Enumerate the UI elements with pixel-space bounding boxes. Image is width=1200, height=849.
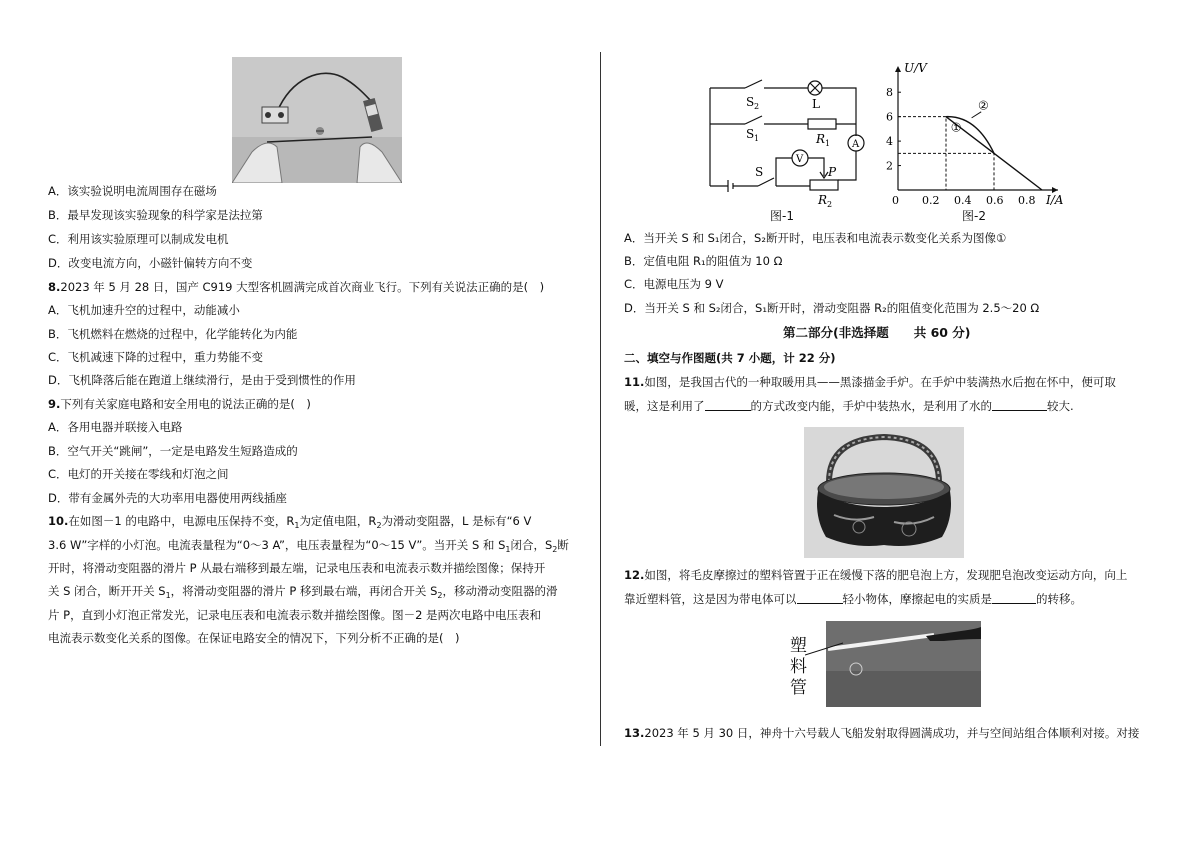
q11-number: 11. [624, 375, 645, 389]
q12-number: 12. [624, 568, 645, 582]
q11-text-2c: 较大. [1047, 399, 1074, 413]
q9-option-a[interactable]: A．各用电器并联接入电路 [48, 420, 183, 434]
q8-stem [48, 280, 544, 294]
label-r2-sub: 2 [827, 200, 833, 209]
q13-text: 2023 年 5 月 30 日，神舟十六号载人飞船发射取得圆满成功，并与空间站组合体顺利对接。对接 [644, 726, 1140, 740]
x-axis-label: I/A [1046, 193, 1064, 205]
x-tick-label: 0.6 [986, 194, 1004, 205]
plastic-tube-photo [826, 621, 981, 707]
q10-text-4b: ，将滑动变阻器的滑片 P 移到最右端，再闭合开关 S [170, 584, 438, 598]
label-s: S [755, 165, 764, 179]
hand-warmer-photo [804, 427, 964, 558]
q7-option-c[interactable]: C．利用该实验原理可以制成发电机 [48, 232, 229, 246]
figure-1-caption: 图-1 [770, 209, 794, 223]
q11-blank-2[interactable] [992, 399, 1047, 411]
q13-line-1 [624, 726, 1139, 740]
q10-number: 10. [48, 514, 69, 528]
label-s2-sub: 2 [754, 102, 760, 111]
ammeter-label: A [852, 139, 860, 150]
q10-option-c[interactable]: C．电源电压为 9 V [624, 277, 724, 291]
q12-text-2a: 靠近塑料管，这是因为带电体可以 [624, 592, 797, 606]
label-r2: R [818, 193, 828, 207]
q8-option-a[interactable]: A．飞机加速升空的过程中，动能减小 [48, 303, 240, 317]
q12-line-2 [624, 592, 1082, 606]
q12-text-2c: 的转移。 [1036, 592, 1082, 606]
q10-text-1c: 为滑动变阻器，L 是标有“6 V [381, 514, 532, 528]
q10-line-1: 10.在如图－1 的电路中，电源电压保持不变，$R_1$为定值电阻，$R_2$为滑动变阻器，L 是标有“6 V [48, 514, 532, 530]
y-tick-label: 6 [886, 110, 893, 124]
q10-text-2c: 断 [557, 538, 569, 552]
q10-text-1: 在如图－1 的电路中，电源电压保持不变，R [68, 514, 295, 528]
label-s1: S [746, 127, 755, 141]
x-tick-label: 0 [892, 194, 899, 205]
q11-blank-1[interactable] [705, 399, 751, 411]
q7-option-d[interactable]: D．改变电流方向，小磁针偏转方向不变 [48, 256, 253, 270]
series-2-label: ② [978, 98, 989, 113]
x-tick-label: 0.8 [1018, 194, 1036, 205]
column-divider [600, 52, 601, 746]
q10-text-4c: ，移动滑动变阻器的滑 [442, 584, 558, 598]
y-tick-label: 8 [886, 86, 893, 100]
q9-stem [48, 397, 311, 411]
voltmeter-label: V [796, 154, 804, 165]
q9-text: 下列有关家庭电路和安全用电的说法正确的是( ) [60, 397, 311, 411]
q10-option-a[interactable]: A．当开关 S 和 S₁闭合，S₂断开时，电压表和电流表示数变化关系为图像① [624, 231, 1007, 245]
label-pointer-line [805, 640, 845, 660]
label-s2: S [746, 95, 755, 109]
u-i-graph [880, 60, 1070, 205]
y-tick-label: 2 [886, 159, 893, 173]
part-2-heading: 第二部分(非选择题 共 60 分) [783, 325, 971, 340]
oersted-experiment-photo [232, 57, 402, 183]
plastic-tube-label: 塑料管 [790, 636, 807, 698]
x-tick-label: 0.2 [922, 194, 940, 205]
q11-line-2 [624, 399, 1074, 413]
q7-option-b[interactable]: B．最早发现该实验现象的科学家是法拉第 [48, 208, 263, 222]
q11-text-2a: 暖，这是利用了 [624, 399, 705, 413]
q12-text-2b: 轻小物体，摩擦起电的实质是 [842, 592, 992, 606]
label-lamp: L [812, 97, 820, 111]
q9-option-d[interactable]: D．带有金属外壳的大功率用电器使用两线插座 [48, 491, 287, 505]
q11-line-1 [624, 375, 1116, 389]
q12-blank-2[interactable] [992, 592, 1036, 604]
circuit-diagram [700, 68, 875, 213]
q9-option-c[interactable]: C．电灯的开关接在零线和灯泡之间 [48, 467, 229, 481]
q8-number: 8. [48, 280, 61, 294]
label-s1-sub: 1 [754, 134, 760, 143]
q9-option-b[interactable]: B．空气开关“跳闸”，一定是电路发生短路造成的 [48, 444, 298, 458]
y-axis-arrow [895, 66, 901, 72]
q8-text: 2023 年 5 月 28 日，国产 C919 大型客机圆满完成首次商业飞行。下列有关说法正确的是( ) [60, 280, 545, 294]
y-axis-label: U/V [904, 61, 927, 75]
q10-line-5: 片 P，直到小灯泡正常发光，记录电压表和电流表示数并描绘图像。图－2 是两次电路中电压表和 [48, 608, 542, 622]
q10-text-1b: 为定值电阻，R [299, 514, 377, 528]
q10-text-2: 3.6 W”字样的小灯泡。电流表量程为“0～3 A”，电压表量程为“0～15 V”。当开关 S 和 S [48, 538, 506, 552]
label-p: P [828, 165, 837, 179]
q12-blank-1[interactable] [797, 592, 843, 604]
q13-number: 13. [624, 726, 645, 740]
q10-option-d[interactable]: D．当开关 S 和 S₂闭合，S₁断开时，滑动变阻器 R₂的阻值变化范围为 2.5～20 Ω [624, 301, 1040, 315]
x-tick-label: 0.4 [954, 194, 972, 205]
section-2-heading: 二、填空与作图题(共 7 小题，计 22 分) [624, 351, 836, 365]
q10-text-4a: 关 S 闭合，断开开关 S [48, 584, 166, 598]
q8-option-d[interactable]: D．飞机降落后能在跑道上继续滑行，是由于受到惯性的作用 [48, 373, 356, 387]
q10-line-3: 开时，将滑动变阻器的滑片 P 从最右端移到最左端，记录电压表和电流表示数并描绘图像；保持开 [48, 561, 546, 575]
label-r1-sub: 1 [825, 139, 831, 148]
q8-option-c[interactable]: C．飞机减速下降的过程中，重力势能不变 [48, 350, 264, 364]
q10-line-6: 电流表示数变化关系的图像。在保证电路安全的情况下，下列分析不正确的是( ) [48, 631, 460, 645]
q8-option-b[interactable]: B．飞机燃料在燃烧的过程中，化学能转化为内能 [48, 327, 298, 341]
q11-text-1: 如图，是我国古代的一种取暖用具——黑漆描金手炉。在手炉中装满热水后抱在怀中，便可取 [644, 375, 1116, 389]
q10-option-b[interactable]: B．定值电阻 R₁的阻值为 10 Ω [624, 254, 783, 268]
y-tick-label: 4 [886, 135, 893, 149]
q12-line-1 [624, 568, 1127, 582]
q10-text-2b: 闭合，S [510, 538, 553, 552]
q10-line-4: 关 S 闭合，断开开关 $S_1$，将滑动变阻器的滑片 P 移到最右端，再闭合开关 $S_2$，移动滑动变阻器的滑 [48, 584, 558, 600]
q12-text-1: 如图，将毛皮摩擦过的塑料管置于正在缓慢下落的肥皂泡上方，发现肥皂泡改变运动方向，向上 [644, 568, 1128, 582]
q7-option-a[interactable]: A．该实验说明电流周围存在磁场 [48, 184, 217, 198]
q11-text-2b: 的方式改变内能，手炉中装热水，是利用了水的 [750, 399, 992, 413]
figure-2-caption: 图-2 [962, 209, 986, 223]
series-2-leader [972, 112, 982, 118]
q9-number: 9. [48, 397, 61, 411]
label-r1: R [816, 132, 826, 146]
q10-line-2: 3.6 W”字样的小灯泡。电流表量程为“0～3 A”，电压表量程为“0～15 V”。当开关 S 和 $S_1$闭合，$S_2$断 [48, 538, 569, 554]
series-1-label: ① [950, 120, 962, 135]
